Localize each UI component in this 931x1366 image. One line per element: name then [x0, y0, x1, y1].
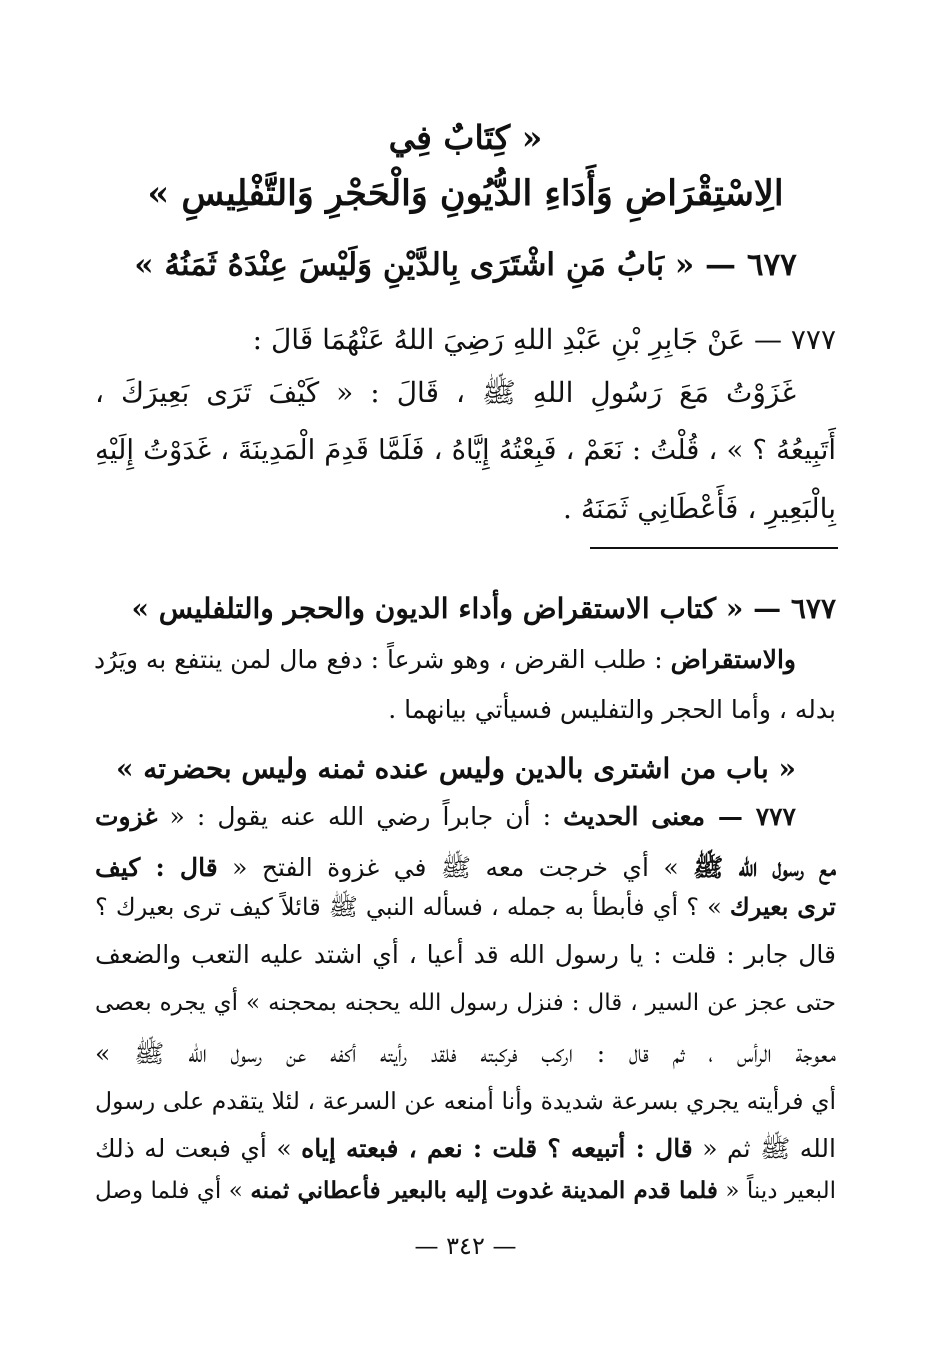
l8-bold: قال : أتبيعه ؟ قلت : نعم ، فبعته إياه: [301, 1134, 693, 1163]
term-istiqrad: والاستقراض: [670, 645, 796, 674]
chapter-heading: ٦٧٧ — « بَابُ مَنِ اشْتَرَى بِالدَّيْنِ وَلَيْسَ عِنْدَهُ ثَمَنُهُ »: [134, 247, 797, 283]
commentary-line-5: حتى عجز عن السير ، قال : فنزل رسول الله يحجنه بمحجنه » أي يجره بعصى: [95, 990, 836, 1016]
l1-bold: غزوت: [95, 802, 158, 831]
l1-text: : أن جابراً رضي الله عنه يقول : «: [157, 802, 564, 831]
l2-bold-b: قال : كيف: [95, 853, 218, 882]
p1-text: : طلب القرض ، وهو شرعاً : دفع مال لمن ينتفع به ويَرُد: [94, 645, 671, 674]
l8-text-b: » أي فبعت له ذلك: [95, 1134, 302, 1163]
l2-text: » أي خرجت معه ﷺ في غزوة الفتح «: [217, 853, 694, 882]
l3-text: » ؟ أي فأبطأ به جمله ، فسأله النبي ﷺ قائلاً كيف ترى بعيرك ؟: [95, 893, 730, 921]
book-title-line2: الِاسْتِقْرَاضِ وَأَدَاءِ الدُّيُونِ وَالْحَجْرِ وَالتَّفْلِيسِ »: [147, 173, 784, 214]
meaning-label: ٧٧٧ — معنى الحديث: [563, 802, 796, 831]
commentary-heading-1: ٦٧٧ — « كتاب الاستقراض وأداء الديون والحجر والتلفليس »: [131, 592, 836, 625]
commentary-line-6: معوجة الرأس ، ثم قال : اركب فركبته فلقد رأيته أكفه عن رسول الله ﷺ »: [95, 1039, 836, 1068]
footnote-separator: [590, 547, 838, 549]
hadith-line-2: غَزَوْتُ مَعَ رَسُولِ اللهِ ﷺ ، قَالَ : « كَيْفَ تَرَى بَعِيرَكَ ،: [95, 376, 796, 409]
l9-text-b: » أي فلما وصل: [95, 1178, 251, 1204]
commentary-line-1: [95, 802, 796, 831]
commentary-line-7: أي فرأيته يجري بسرعة شديدة وأنا أمنعه عن السرعة ، لئلا يتقدم على رسول: [95, 1087, 836, 1115]
commentary-paragraph-1: [95, 645, 796, 674]
hadith-line-4: بِالْبَعِيرِ ، فَأَعْطَانِي ثَمَنَهُ .: [563, 492, 836, 525]
l3-bold: ترى بعيرك: [729, 892, 836, 921]
l2-bold-a: مع رسول الله ﷺ: [693, 853, 836, 882]
book-title-line1: « كِتَابٌ فِي: [388, 118, 543, 157]
l8-text-a: الله ﷺ ثم «: [692, 1134, 836, 1163]
page-number: — ٣٤٢ —: [414, 1232, 517, 1260]
commentary-paragraph-1-line2: بدله ، وأما الحجر والتفليس فسيأتي بيانهما .: [388, 695, 836, 724]
l9-bold: فلما قدم المدينة غدوت إليه بالبعير فأعطاني ثمنه: [250, 1177, 718, 1204]
hadith-line-1: ٧٧٧ — عَنْ جَابِرِ بْنِ عَبْدِ اللهِ رَضِيَ اللهُ عَنْهُمَا قَالَ :: [252, 323, 836, 356]
l9-text-a: البعير ديناً «: [717, 1178, 837, 1204]
commentary-line-4: قال جابر : قلت : يا رسول الله قد أعيا ، أي اشتد عليه التعب والضعف: [95, 940, 836, 969]
commentary-line-9: [95, 1177, 836, 1204]
hadith-line-3: أَتَبِيعُهُ ؟ » ، قُلْتُ : نَعَمْ ، فَبِعْتُهُ إِيَّاهُ ، فَلَمَّا قَدِمَ الْمَدِينَةَ ، غَدَوْتُ إِلَيْهِ: [95, 434, 836, 466]
commentary-line-3: [95, 892, 836, 927]
commentary-heading-2: « باب من اشترى بالدين وليس عنده ثمنه وليس بحضرته »: [116, 752, 796, 785]
commentary-line-8: [95, 1133, 836, 1170]
commentary-line-2: [95, 852, 836, 889]
